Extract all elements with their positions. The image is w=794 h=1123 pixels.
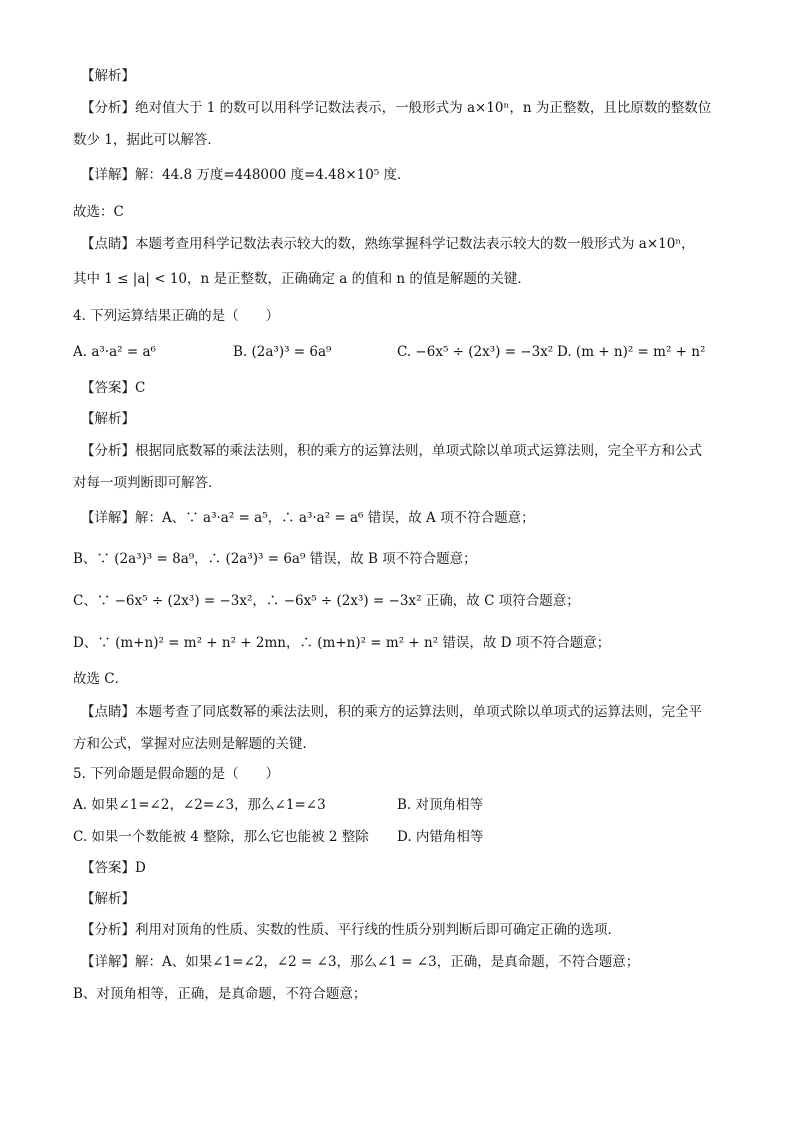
analysis-tag: 【解析】	[81, 68, 135, 84]
detail-line: 【详解】解：A、如果∠1=∠2，∠2 = ∠3，那么∠1 = ∠3，正确，是真命题，不符合题意；	[81, 954, 640, 970]
detail-line: B、对顶角相等，正确，是真命题，不符合题意；	[73, 986, 367, 1002]
dianjing-line: 方和公式，掌握对应法则是解题的关键．	[73, 736, 316, 752]
choose-line: 故选：C	[73, 204, 124, 220]
fenxi-line: 【分析】绝对值大于 1 的数可以用科学记数法表示，一般形式为 a×10ⁿ，n 为正整数，且比原数的整数位	[81, 100, 712, 116]
fenxi-line: 对每一项判断即可解答．	[73, 475, 222, 491]
q4-option-b: B. (2a³)³ = 6a⁹	[233, 344, 332, 360]
dianjing-line: 【点睛】本题考查了同底数幂的乘法法则，积的乘方的运算法则，单项式除以单项式的运算法则，完全平	[81, 704, 702, 720]
detail-line: D、∵ (m+n)² = m² + n² + 2mn，∴ (m+n)² = m² + n² 错误，故 D 项不符合题意；	[73, 635, 611, 651]
q5-option-c: C. 如果一个数能被 4 整除，那么它也能被 2 整除	[73, 829, 369, 845]
fenxi-line: 【分析】根据同底数幂的乘法法则，积的乘方的运算法则，单项式除以单项式运算法则，完全平方和公式	[81, 443, 702, 459]
q4-option-c: C. −6x⁵ ÷ (2x³) = −3x²	[397, 344, 554, 360]
detail-line: 【详解】解：44.8 万度=448000 度=4.48×10⁵ 度．	[81, 167, 411, 183]
dianjing-line: 【点睛】本题考查用科学记数法表示较大的数，熟练掌握科学记数法表示较大的数一般形式为 a×10ⁿ，	[81, 236, 695, 252]
question-4-stem: 4. 下列运算结果正确的是（ ）	[73, 308, 280, 324]
fenxi-line: 【分析】利用对顶角的性质、实数的性质、平行线的性质分别判断后即可确定正确的选项．	[81, 922, 621, 938]
dianjing-line: 其中 1 ≤ |a| < 10，n 是正整数，正确确定 a 的值和 n 的值是解题的关键．	[73, 271, 531, 287]
detail-line: C、∵ −6x⁵ ÷ (2x³) = −3x²，∴ −6x⁵ ÷ (2x³) = −3x² 正确，故 C 项符合题意；	[73, 593, 580, 609]
detail-line: B、∵ (2a³)³ = 8a⁹，∴ (2a³)³ = 6a⁹ 错误，故 B 项不符合题意；	[73, 551, 477, 567]
question-5-stem: 5. 下列命题是假命题的是（ ）	[73, 766, 280, 782]
detail-line: 【详解】解：A、∵ a³·a² = a⁵，∴ a³·a² = a⁶ 错误，故 A 项不符合题意；	[81, 510, 535, 526]
q4-option-d: D. (m + n)² = m² + n²	[557, 344, 706, 360]
answer-line: 【答案】D	[81, 860, 146, 876]
fenxi-line: 数少 1，据此可以解答．	[73, 132, 221, 148]
choose-line: 故选 C．	[73, 671, 129, 687]
analysis-tag: 【解析】	[81, 411, 135, 427]
answer-line: 【答案】C	[81, 380, 146, 396]
q5-option-a: A. 如果∠1=∠2，∠2=∠3，那么∠1=∠3	[73, 797, 326, 813]
q4-option-a: A. a³·a² = a⁶	[73, 344, 156, 360]
q5-option-d: D. 内错角相等	[397, 829, 484, 845]
q5-option-b: B. 对顶角相等	[397, 797, 484, 813]
analysis-tag: 【解析】	[81, 891, 135, 907]
